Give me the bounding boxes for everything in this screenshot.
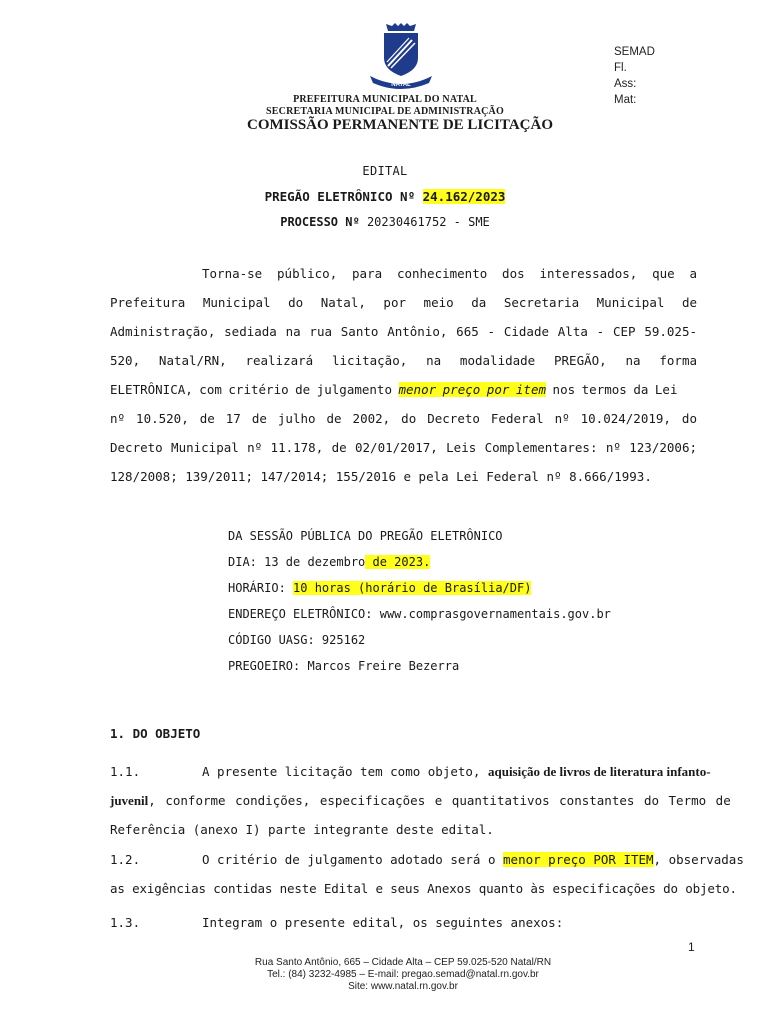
header-secretaria: SECRETARIA MUNICIPAL DE ADMINISTRAÇÃO (266, 106, 504, 117)
session-horario (228, 578, 611, 604)
semad-stamp (614, 44, 655, 108)
edital-title: EDITAL (362, 164, 408, 178)
session-codigo: CÓDIGO UASG: 925162 (228, 633, 366, 647)
item-number: 1.1. (110, 764, 141, 779)
intro-paragraph (110, 264, 697, 496)
item-text: , conforme condições, especificações e quantitativos constantes do Termo de (148, 793, 731, 808)
item-line (110, 791, 731, 820)
item-line (110, 913, 697, 942)
semad-label: SEMAD (614, 46, 655, 58)
intro-line: Torna-se público, para conhecimento dos interessados, que a (202, 266, 697, 281)
mat-label: Mat: (614, 94, 637, 106)
item-text: O critério de julgamento adotado será o (202, 852, 504, 867)
item-line: Referência (anexo I) parte integrante deste edital. (110, 822, 494, 837)
intro-text: ELETRÔNICA, com critério de julgamento (110, 382, 399, 397)
processo-line (0, 215, 770, 229)
item-line (110, 762, 711, 791)
intro-line: Decreto Municipal nº 11.178, de 02/01/2017, Leis Complementares: nº 123/2006; (110, 440, 697, 455)
item-1-1 (110, 762, 731, 849)
session-heading: DA SESSÃO PÚBLICA DO PREGÃO ELETRÔNICO (228, 529, 503, 543)
item-line (110, 850, 744, 879)
intro-line: nº 10.520, de 17 de julho de 2002, do Decreto Federal nº 10.024/2019, do (110, 411, 697, 426)
item-number: 1.3. (110, 915, 141, 930)
intro-line: Prefeitura Municipal do Natal, por meio da Secretaria Municipal de (110, 295, 697, 310)
pregao-title (0, 189, 770, 204)
session-endereco: ENDEREÇO ELETRÔNICO: www.comprasgovernamentais.gov.br (228, 607, 611, 621)
intro-text: nos termos da Lei (546, 382, 678, 397)
section-title: 1. DO OBJETO (110, 726, 201, 741)
horario-label: HORÁRIO: (228, 581, 294, 595)
intro-line (110, 380, 697, 409)
item-text: A presente licitação tem como objeto, (202, 764, 488, 779)
processo-value: 20230461752 - SME (359, 215, 490, 229)
item-1-2 (110, 850, 744, 908)
session-info (228, 526, 611, 682)
session-pregoeiro: PREGOEIRO: Marcos Freire Bezerra (228, 659, 460, 673)
footer-contact: Tel.: (84) 3232-4985 – E-mail: pregao.semad@natal.rn.gov.br (267, 969, 539, 980)
item-text: , observadas (653, 852, 744, 867)
pregao-number: 24.162/2023 (422, 189, 506, 204)
processo-label: PROCESSO Nº (280, 215, 360, 229)
fl-label: Fl. (614, 62, 627, 74)
item-line: as exigências contidas neste Edital e seus Anexos quanto às especificações do objeto. (110, 881, 737, 896)
dia-label: DIA: 13 de dezembro (228, 555, 366, 569)
dia-highlight: de 2023. (365, 555, 431, 569)
intro-line: 520, Natal/RN, realizará licitação, na modalidade PREGÃO, na forma (110, 353, 697, 368)
natal-crest-logo (366, 22, 436, 92)
intro-line: Administração, sediada na rua Santo Antônio, 665 - Cidade Alta - CEP 59.025- (110, 324, 697, 339)
pregao-prefix: PREGÃO ELETRÔNICO Nº (264, 189, 423, 204)
item-bold-text: juvenil (110, 793, 149, 808)
header-prefeitura: PREFEITURA MUNICIPAL DO NATAL (293, 94, 477, 105)
header-comissao: COMISSÃO PERMANENTE DE LICITAÇÃO (246, 117, 553, 133)
criterio-highlight: menor preço por item (398, 382, 547, 397)
page-number: 1 (688, 940, 695, 954)
footer-site: Site: www.natal.rn.gov.br (348, 981, 458, 992)
horario-highlight: 10 horas (horário de Brasília/DF) (293, 581, 532, 595)
item-1-3 (110, 913, 697, 942)
ass-label: Ass: (614, 78, 637, 90)
intro-line: 128/2008; 139/2011; 147/2014; 155/2016 e pela Lei Federal nº 8.666/1993. (110, 469, 652, 484)
item-number: 1.2. (110, 852, 141, 867)
session-dia (228, 552, 611, 578)
item-text: Integram o presente edital, os seguintes anexos: (202, 915, 564, 930)
item-highlight: menor preço POR ITEM (503, 852, 654, 867)
item-bold-text: aquisição de livros de literatura infanto- (487, 764, 711, 779)
footer-address: Rua Santo Antônio, 665 – Cidade Alta – CEP 59.025-520 Natal/RN (254, 957, 552, 968)
crest-label: NATAL (391, 82, 411, 88)
